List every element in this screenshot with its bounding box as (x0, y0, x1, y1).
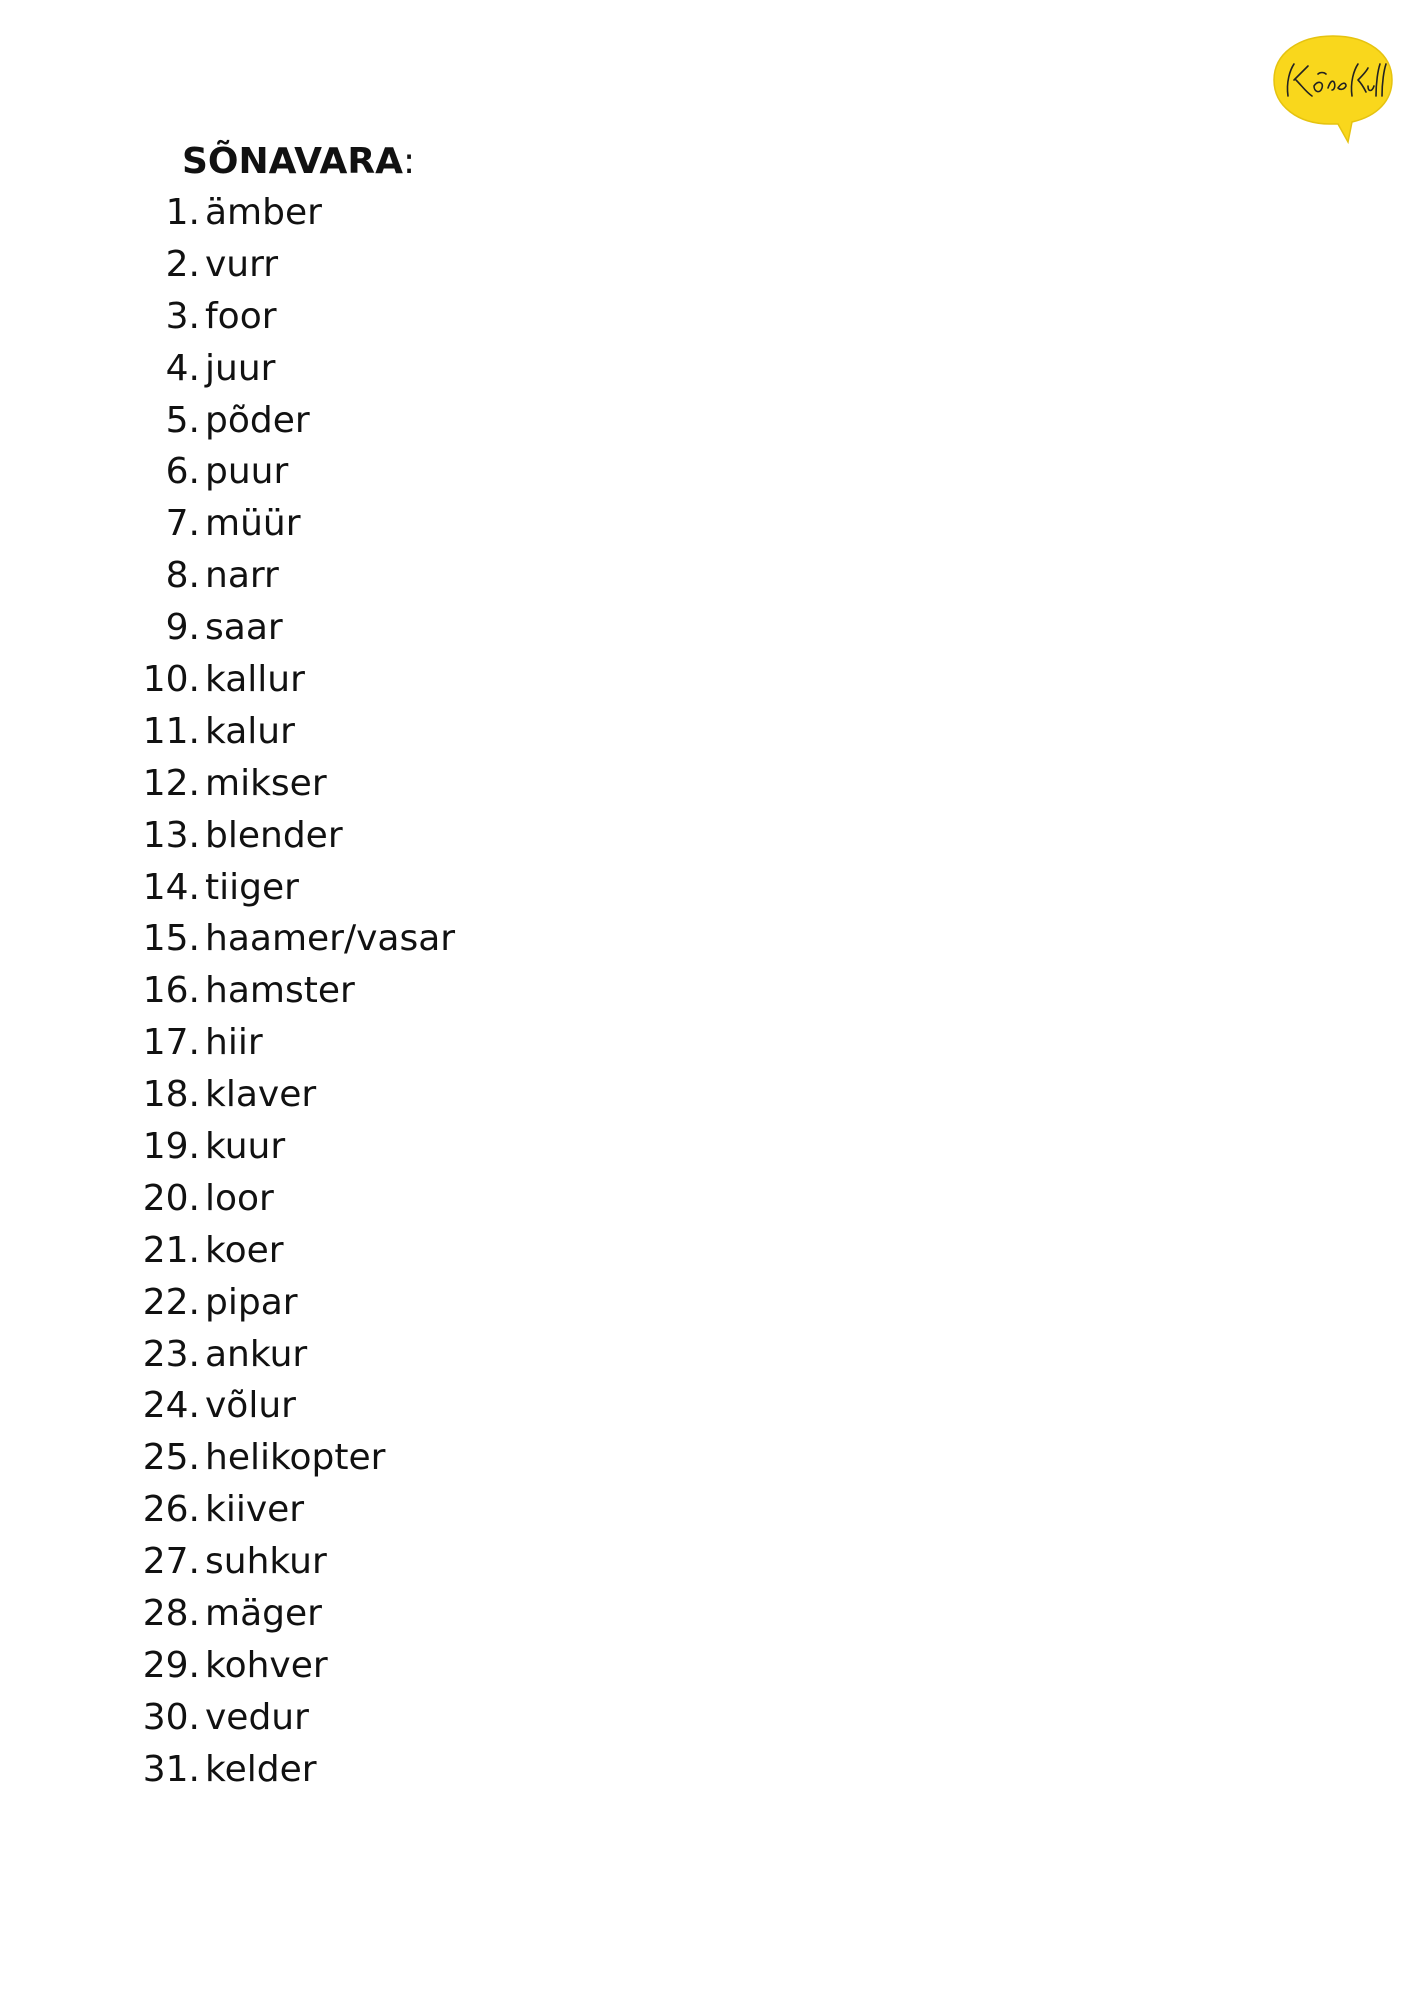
list-item (0, 395, 700, 447)
list-item-number: 12. (142, 762, 200, 804)
list-item-word: foor (205, 295, 277, 337)
list-item-number: 2. (165, 243, 200, 285)
vocabulary-list (0, 187, 700, 1796)
list-item-number: 24. (142, 1385, 200, 1427)
list-item-number: 17. (142, 1022, 200, 1064)
speech-bubble-logo-icon (1268, 30, 1398, 148)
list-item-number: 23. (142, 1333, 200, 1375)
list-item-number: 11. (142, 710, 200, 752)
list-item (0, 1380, 700, 1432)
list-item (0, 291, 700, 343)
list-item (0, 187, 700, 239)
list-item-word: võlur (205, 1385, 296, 1427)
list-item-number: 29. (142, 1644, 200, 1686)
list-item (0, 1692, 700, 1744)
list-item (0, 343, 700, 395)
list-item-number: 4. (165, 347, 200, 389)
list-item (0, 446, 700, 498)
list-item-word: ankur (205, 1333, 308, 1375)
list-item-number: 9. (165, 607, 200, 649)
list-item (0, 1640, 700, 1692)
list-item-word: vurr (205, 243, 279, 285)
list-item-word: haamer/vasar (205, 918, 456, 960)
list-item-word: mäger (205, 1593, 322, 1635)
list-item-number: 28. (142, 1593, 200, 1635)
list-item-number: 30. (142, 1696, 200, 1738)
list-item (0, 965, 700, 1017)
list-item-word: klaver (205, 1074, 317, 1116)
list-item-word: hamster (205, 970, 355, 1012)
list-item-number: 22. (142, 1281, 200, 1323)
heading-title: SÕNAVARA (182, 141, 403, 182)
list-item-word: müür (205, 503, 301, 545)
list-item-word: helikopter (205, 1437, 386, 1479)
list-item-number: 19. (142, 1126, 200, 1168)
list-item (0, 1484, 700, 1536)
list-item-word: saar (205, 607, 283, 649)
list-item-word: kuur (205, 1126, 286, 1168)
list-item-word: kallur (205, 659, 305, 701)
list-item-word: kohver (205, 1644, 328, 1686)
list-item-word: suhkur (205, 1541, 327, 1583)
list-item (0, 1173, 700, 1225)
list-item (0, 1225, 700, 1277)
vocabulary-heading (182, 140, 415, 184)
list-item-number: 6. (165, 451, 200, 493)
list-item (0, 550, 700, 602)
list-item-number: 10. (142, 659, 200, 701)
list-item-number: 25. (142, 1437, 200, 1479)
list-item-number: 7. (165, 503, 200, 545)
list-item-word: kiiver (205, 1489, 305, 1531)
list-item-word: kelder (205, 1748, 317, 1790)
list-item (0, 1588, 700, 1640)
list-item (0, 1432, 700, 1484)
list-item (0, 1329, 700, 1381)
list-item-word: koer (205, 1229, 284, 1271)
list-item-number: 31. (142, 1748, 200, 1790)
list-item-word: ämber (205, 192, 322, 233)
list-item (0, 1744, 700, 1796)
heading-colon: : (402, 141, 416, 182)
brand-logo (1268, 30, 1398, 148)
list-item-number: 27. (142, 1541, 200, 1583)
list-item (0, 1069, 700, 1121)
list-item-word: põder (205, 399, 310, 441)
list-item-word: kalur (205, 710, 295, 752)
list-item (0, 654, 700, 706)
list-item-number: 14. (142, 866, 200, 908)
list-item-word: tiiger (205, 866, 299, 908)
list-item-number: 16. (142, 970, 200, 1012)
list-item-number: 20. (142, 1177, 200, 1219)
list-item-word: hiir (205, 1022, 263, 1064)
list-item-number: 15. (142, 918, 200, 960)
list-item-word: blender (205, 814, 343, 856)
list-item-number: 3. (165, 295, 200, 337)
list-item-word: loor (205, 1177, 274, 1219)
list-item (0, 913, 700, 965)
list-item (0, 1121, 700, 1173)
list-item (0, 498, 700, 550)
list-item-number: 8. (165, 555, 200, 597)
list-item (0, 239, 700, 291)
list-item-word: mikser (205, 762, 327, 804)
list-item-number: 13. (142, 814, 200, 856)
list-item-word: pipar (205, 1281, 298, 1323)
list-item-word: juur (205, 347, 276, 389)
list-item (0, 862, 700, 914)
list-item-number: 21. (142, 1229, 200, 1271)
list-item (0, 1277, 700, 1329)
list-item-number: 18. (142, 1074, 200, 1116)
list-item (0, 758, 700, 810)
list-item-word: puur (205, 451, 289, 493)
list-item-number: 26. (142, 1489, 200, 1531)
list-item (0, 1536, 700, 1588)
list-item-word: vedur (205, 1696, 309, 1738)
list-item (0, 602, 700, 654)
list-item (0, 1017, 700, 1069)
list-item (0, 810, 700, 862)
list-item-number: 1. (165, 192, 200, 233)
list-item (0, 706, 700, 758)
list-item-word: narr (205, 555, 279, 597)
list-item-number: 5. (165, 399, 200, 441)
